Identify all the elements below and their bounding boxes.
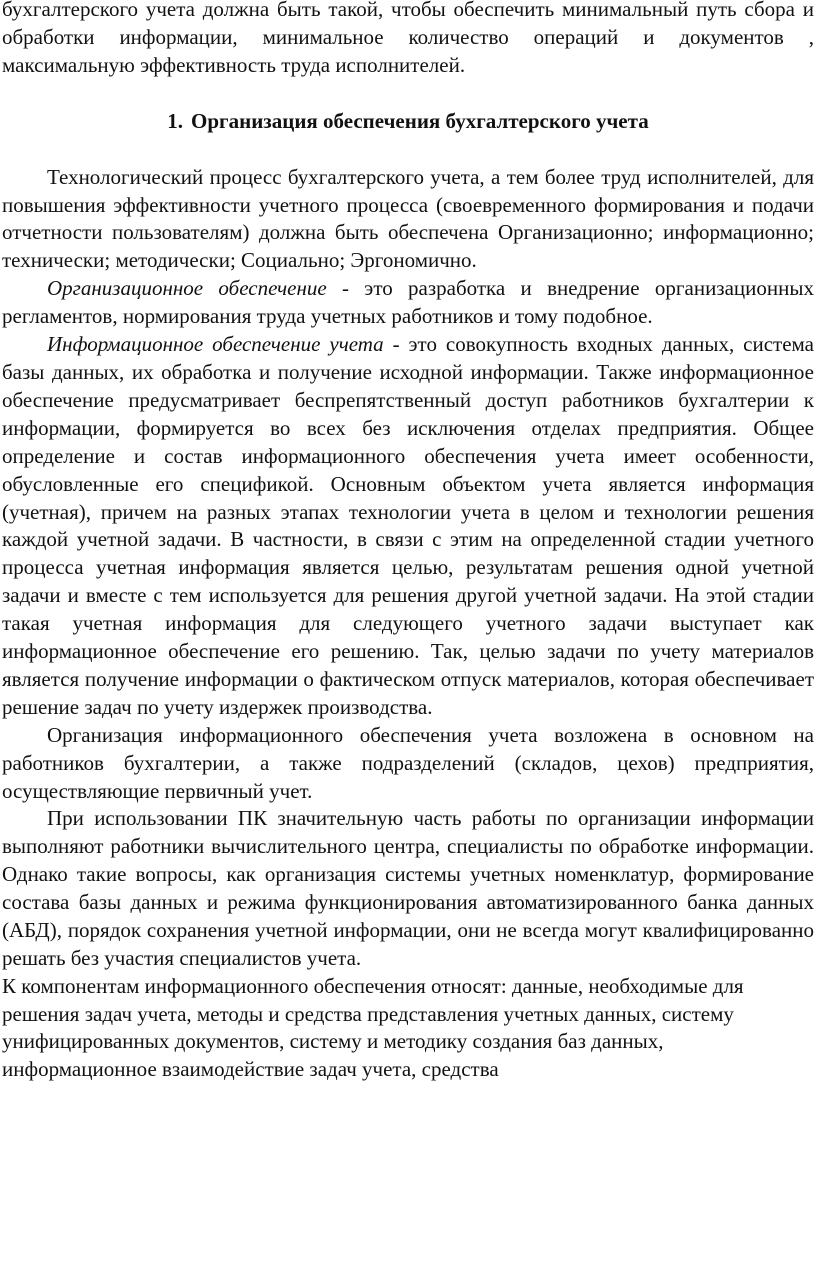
section-title: Организация обеспечения бухгалтерского учета (191, 108, 649, 133)
paragraph-components: К компонентам информационного обеспечения относят: данные, необходимые для решения задач учета, методы и средства представления учетных данных, систему унифицированных документов, систему и методику создания баз данных, информационное взаимодействие задач учета, средства (2, 973, 744, 1082)
definition-organizational-support: - это разработка и внедрение организационных регламентов, нормирования труда учетных работников и тому подобное. (2, 276, 814, 329)
paragraph-information-support (2, 331, 814, 722)
intro-paragraph: бухгалтерского учета должна быть такой, чтобы обеспечить минимальный путь сбора и обработки информации, минимальное количество операций и документов , максимальную эффективность труда исполнителей. (2, 0, 814, 77)
section-number: 1. (167, 108, 184, 133)
paragraph-organization-info-support: Организация информационного обеспечения учета возложена в основном на работников бухгалтерии, а также подразделений (складов, цехов) предприятия, осуществляющие первичный учет. (2, 722, 814, 803)
term-information-support: Информационное обеспечение учета (47, 332, 384, 357)
section-heading (2, 108, 814, 136)
paragraph-technological-process: Технологический процесс бухгалтерского учета, а тем более труд исполнителей, для повышения эффективности учетного процесса (своевременного формирования и подачи отчетности пользователям) должна быть обеспечена Организационно; информационно; технически; методически; Социально; Эргономично. (2, 164, 814, 273)
definition-information-support: - это совокупность входных данных, система базы данных, их обработка и получение исходной информации. Также информационное обеспечение предусматривает беспрепятственный доступ работников бухгалтерии к информации, формируется во всех без исключения отделах предприятия. Общее определение и состав информационного обеспечения учета имеет особенности, обусловленные его спецификой. Основным объектом учета является информация (учетная), причем на разных этапах технологии учета в целом и технологии решения каждой учетной задачи. В частности, в связи с этим на определенной стадии учетного процесса учетная информация является целью, результатам решения одной учетной задачи и вместе с тем используется для решения другой учетной задачи. На этой стадии такая учетная информация для следующего учетного задачи выступает как информационное обеспечение его решению. Так, целью задачи по учету материалов является получение информации о фактическом отпуск материалов, которая обеспечивает решение задач по учету издержек производства. (2, 332, 814, 719)
paragraph-pc-usage: При использовании ПК значительную часть работы по организации информации выполняют работники вычислительного центра, специалисты по обработке информации. Однако такие вопросы, как организация системы учетных номенклатур, формирование состава базы данных и режима функционирования автоматизированного банка данных (АБД), порядок сохранения учетной информации, они не всегда могут квалифицированно решать без участия специалистов учета. (2, 806, 814, 970)
paragraph-organizational-support (2, 275, 814, 331)
term-organizational-support: Организационное обеспечение (47, 276, 327, 301)
